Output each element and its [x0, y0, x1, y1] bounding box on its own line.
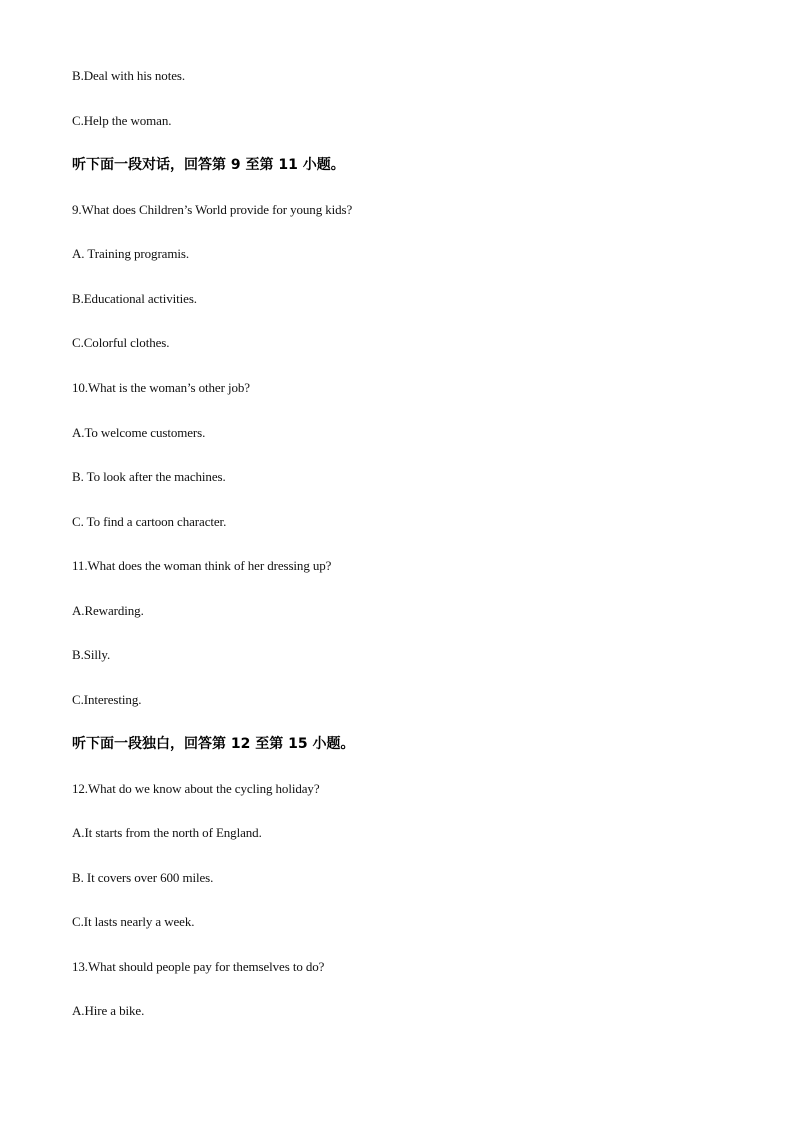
question-13: 13.What should people pay for themselves to do?: [72, 959, 325, 974]
option-12a: A.It starts from the north of England.: [72, 825, 262, 840]
section-heading-monologue: 听下面一段独白，回答第 12 至第 15 小题。: [72, 736, 355, 752]
option-10c: C. To find a cartoon character.: [72, 514, 227, 529]
question-10: 10.What is the woman’s other job?: [72, 380, 250, 395]
section-heading-dialogue: 听下面一段对话，回答第 9 至第 11 小题。: [72, 157, 345, 173]
option-12b: B. It covers over 600 miles.: [72, 870, 214, 885]
option-9c: C.Colorful clothes.: [72, 335, 170, 350]
option-10b: B. To look after the machines.: [72, 469, 226, 484]
question-12: 12.What do we know about the cycling holiday?: [72, 781, 320, 796]
option-11a: A.Rewarding.: [72, 603, 144, 618]
question-11: 11.What does the woman think of her dressing up?: [72, 558, 332, 573]
option-8c: C.Help the woman.: [72, 113, 172, 128]
option-9b: B.Educational activities.: [72, 291, 197, 306]
option-13a: A.Hire a bike.: [72, 1003, 145, 1018]
option-11b: B.Silly.: [72, 647, 111, 662]
option-10a: A.To welcome customers.: [72, 425, 206, 440]
option-9a: A. Training programis.: [72, 246, 189, 261]
option-8b: B.Deal with his notes.: [72, 68, 185, 83]
question-9: 9.What does Children’s World provide for young kids?: [72, 202, 353, 217]
option-12c: C.It lasts nearly a week.: [72, 914, 195, 929]
option-11c: C.Interesting.: [72, 692, 142, 707]
